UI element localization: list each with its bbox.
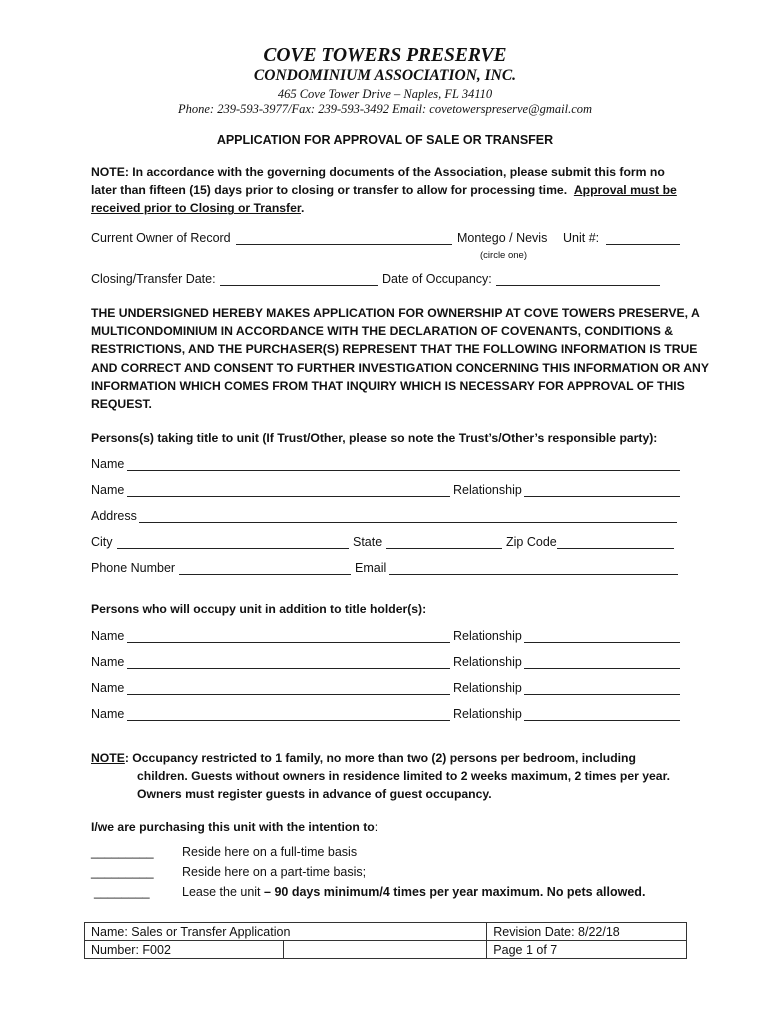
state-label: State xyxy=(353,535,383,549)
occupancy-note-line3: Owners must register guests in advance of guest occupancy. xyxy=(137,787,492,802)
occupancy-note-line2: children. Guests without owners in residence limited to 2 weeks maximum, 2 times per year. xyxy=(137,769,671,784)
declaration-line: INFORMATION WHICH COMES FROM THAT INQUIRY WHICH IS NECESSARY FOR APPROVAL OF THIS xyxy=(91,378,685,393)
occupancy-date-field[interactable] xyxy=(496,285,660,286)
closing-date-field[interactable] xyxy=(220,285,378,286)
declaration-line: REQUEST. xyxy=(91,397,152,412)
footer-revision-date: Revision Date: 8/22/18 xyxy=(487,923,687,941)
occupant-name-label: Name xyxy=(91,681,125,695)
city-label: City xyxy=(91,535,113,549)
address-field[interactable] xyxy=(139,522,677,523)
occupant-relationship-label: Relationship xyxy=(453,681,522,695)
lease-text: Lease the unit xyxy=(182,885,265,899)
association-subtitle: CONDOMINIUM ASSOCIATION, INC. xyxy=(253,67,517,84)
phone-field[interactable] xyxy=(179,574,351,575)
approval-required-a: Approval must be xyxy=(573,183,677,198)
city-field[interactable] xyxy=(117,548,349,549)
intention-colon: : xyxy=(374,820,379,834)
occupancy-note xyxy=(91,749,670,804)
occupant-relationship-label: Relationship xyxy=(453,655,522,669)
occupancy-note-line1 xyxy=(91,749,670,767)
building-choice[interactable]: Montego / Nevis xyxy=(457,231,548,245)
occupant-name-field[interactable] xyxy=(127,668,450,669)
title-name-field[interactable] xyxy=(127,470,680,471)
declaration-line: AND CORRECT AND CONSENT TO FURTHER INVESTIGATION CONCERNING THIS INFORMATION OR ANY xyxy=(91,360,709,375)
association-title: COVE TOWERS PRESERVE xyxy=(263,45,507,66)
unit-label: Unit #: xyxy=(563,231,600,245)
occupant-relationship-field[interactable] xyxy=(524,668,680,669)
association-contact: Phone: 239-593-3977/Fax: 239-593-3492 Email: covetowerspreserve@gmail.com xyxy=(177,102,593,116)
occupant-name-label: Name xyxy=(91,707,125,721)
occupant-name-label: Name xyxy=(91,655,125,669)
zip-label: Zip Code xyxy=(506,535,557,549)
occupant-name-field[interactable] xyxy=(127,720,450,721)
footer-document-name: Name: Sales or Transfer Application xyxy=(85,923,487,941)
intention-blank-parttime[interactable]: _________ xyxy=(91,865,154,879)
document-footer-table xyxy=(84,922,687,959)
intention-option-parttime: Reside here on a part-time basis; xyxy=(182,865,367,879)
intention-option-fulltime: Reside here on a full-time basis xyxy=(182,845,358,859)
footer-empty-cell xyxy=(284,941,487,959)
title-holders-heading: Persons(s) taking title to unit (If Trust/Other, please so note the Trust’s/Other’s responsible party): xyxy=(91,431,658,445)
note-top-line1: NOTE: In accordance with the governing documents of the Association, please submit this form no xyxy=(91,165,665,179)
occupant-relationship-label: Relationship xyxy=(453,629,522,643)
note-top-line2-text: later than fifteen (15) days prior to closing or transfer to allow for processing time. xyxy=(91,183,568,198)
association-address: 465 Cove Tower Drive – Naples, FL 34110 xyxy=(277,87,493,101)
email-field[interactable] xyxy=(389,574,678,575)
title-relationship-field[interactable] xyxy=(524,496,680,497)
note-top-line3 xyxy=(91,199,677,217)
declaration-line: MULTICONDOMINIUM IN ACCORDANCE WITH THE DECLARATION OF COVENANTS, CONDITIONS & xyxy=(91,324,674,339)
zip-field[interactable] xyxy=(557,548,674,549)
occupant-relationship-field[interactable] xyxy=(524,642,680,643)
note-period: . xyxy=(300,201,305,216)
occupant-relationship-field[interactable] xyxy=(524,694,680,695)
occupancy-note-prefix: NOTE xyxy=(91,751,125,765)
occupant-relationship-label: Relationship xyxy=(453,707,522,721)
occupancy-date-label: Date of Occupancy: xyxy=(382,272,492,286)
intention-option-lease xyxy=(182,885,645,899)
closing-date-label: Closing/Transfer Date: xyxy=(91,272,216,286)
footer-page-number: Page 1 of 7 xyxy=(487,941,687,959)
note-top xyxy=(91,163,677,218)
title-relationship-label: Relationship xyxy=(453,483,522,497)
intention-heading xyxy=(91,820,378,834)
intention-blank-lease[interactable]: ________ xyxy=(94,885,150,899)
intention-heading-text: I/we are purchasing this unit with the intention to xyxy=(91,820,375,834)
title-name2-field[interactable] xyxy=(127,496,450,497)
declaration xyxy=(91,304,709,413)
email-label: Email xyxy=(355,561,387,575)
occupancy-note-text1: : Occupancy restricted to 1 family, no more than two (2) persons per bedroom, including xyxy=(124,751,636,765)
occupant-name-field[interactable] xyxy=(127,642,450,643)
phone-label: Phone Number xyxy=(91,561,176,575)
approval-required-b: received prior to Closing or Transfer xyxy=(91,201,301,216)
circle-one-hint: (circle one) xyxy=(480,250,527,261)
occupant-name-label: Name xyxy=(91,629,125,643)
owner-field[interactable] xyxy=(236,244,452,245)
form-title: APPLICATION FOR APPROVAL OF SALE OR TRANSFER xyxy=(216,133,554,147)
title-name-label: Name xyxy=(91,457,125,471)
owner-label: Current Owner of Record xyxy=(91,231,231,245)
lease-terms: – 90 days minimum/4 times per year maximum. No pets allowed. xyxy=(264,885,646,899)
unit-field[interactable] xyxy=(606,244,680,245)
intention-blank-fulltime[interactable]: _________ xyxy=(91,845,154,859)
declaration-line: THE UNDERSIGNED HEREBY MAKES APPLICATION FOR OWNERSHIP AT COVE TOWERS PRESERVE, A xyxy=(91,306,700,320)
state-field[interactable] xyxy=(386,548,502,549)
address-label: Address xyxy=(91,509,137,523)
title-name2-label: Name xyxy=(91,483,125,497)
occupants-heading: Persons who will occupy unit in addition to title holder(s): xyxy=(91,602,427,616)
occupant-name-field[interactable] xyxy=(127,694,450,695)
occupant-relationship-field[interactable] xyxy=(524,720,680,721)
note-top-line2 xyxy=(91,181,677,199)
declaration-line: RESTRICTIONS, AND THE PURCHASER(S) REPRESENT THAT THE FOLLOWING INFORMATION IS TRUE xyxy=(91,342,698,357)
footer-document-number: Number: F002 xyxy=(85,941,284,959)
